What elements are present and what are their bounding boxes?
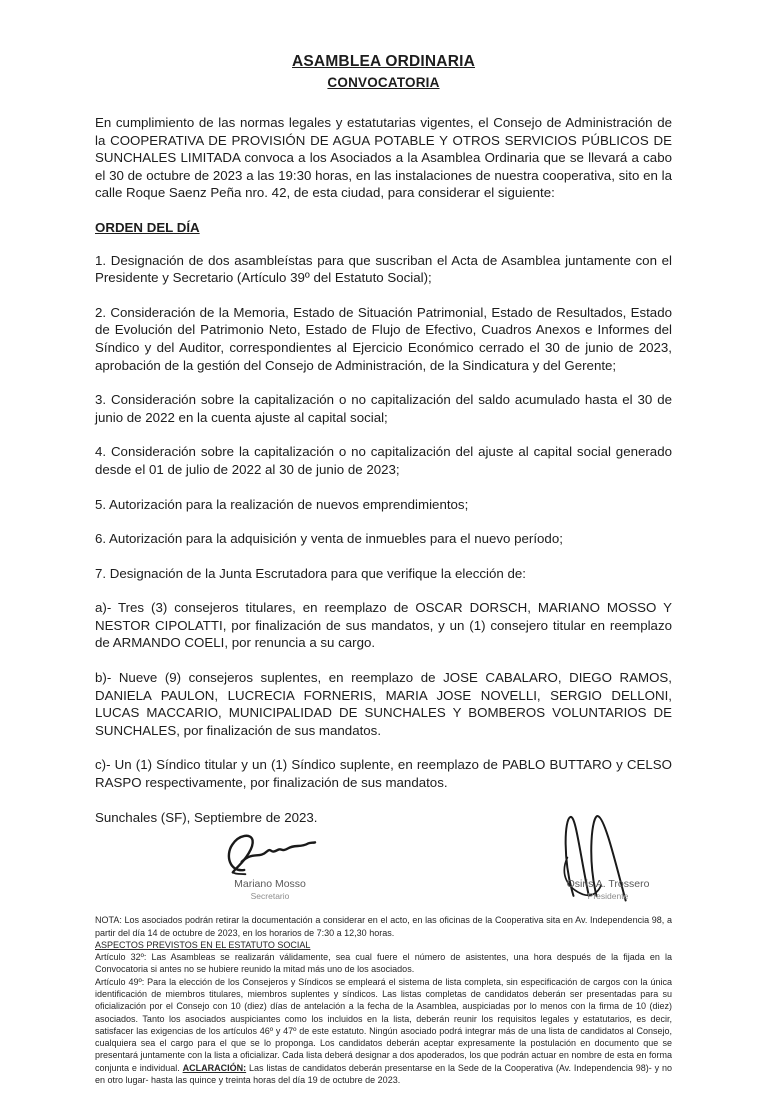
agenda-item-6: 6. Autorización para la adquisición y venta de inmuebles para el nuevo período;: [95, 531, 563, 547]
agenda-item-1: 1. Designación de dos asambleístas para que suscriban el Acta de Asamblea juntamente con el Presidente y Secretario (Artículo 39º del Estatuto Social);: [95, 252, 672, 286]
agenda-item-7: 7. Designación de la Junta Escrutadora para que verifique la elección de:: [95, 565, 526, 581]
document-header: [95, 52, 672, 91]
orden-del-dia-heading: ORDEN DEL DÍA: [95, 219, 200, 235]
document-title: ASAMBLEA ORDINARIA: [292, 53, 475, 70]
agenda-subitem-a: a)- Tres (3) consejeros titulares, en reemplazo de OSCAR DORSCH, MARIANO MOSSO Y NESTOR CIPOLATTI, por finalización de sus mandatos, y un (1) consejero titular en reemplazo de ARMANDO COELI, por renuncia a su cargo.: [95, 600, 672, 651]
president-name: Osiris A. Trossero: [566, 878, 650, 891]
agenda-subitem-c: c)- Un (1) Síndico titular y un (1) Síndico suplente, en reemplazo de PABLO BUTTARO y CELSO RASPO respectivamente, por finalización de sus mandatos.: [95, 757, 672, 791]
secretary-signature-scribble: [190, 828, 350, 876]
aclaracion-text: Las listas de candidatos deberán presentarse en la Sede de la Cooperativa (Av. Independencia 98)- y no en otro lugar- hasta las quince y treinta horas del día 19 de octubre de 2023.: [95, 1062, 672, 1086]
secretary-name: Mariano Mosso: [234, 878, 306, 891]
place-date-line: Sunchales (SF), Septiembre de 2023.: [95, 809, 318, 825]
aspectos-heading: ASPECTOS PREVISTOS EN EL ESTATUTO SOCIAL: [95, 939, 311, 950]
intro-paragraph: En cumplimiento de las normas legales y estatutarias vigentes, el Consejo de Administración de la COOPERATIVA DE PROVISIÓN DE AGUA POTABLE Y OTROS SERVICIOS PÚBLICOS DE SUNCHALES LIMITADA convoca a los Asociados a la Asamblea Ordinaria que se llevará a cabo el 30 de octubre de 2023 a las 19:30 horas, en las instalaciones de nuestra cooperativa, sito en la calle Roque Saenz Peña nro. 42, de esta ciudad, para considerar el siguiente:: [95, 115, 672, 201]
footnotes-section: [95, 914, 672, 1086]
nota-paragraph: NOTA: Los asociados podrán retirar la documentación a considerar en el acto, en las oficinas de la Cooperativa sita en Av. Independencia 98, a partir del día 14 de octubre de 2023, en los horarios de 7:30 a 12,30 horas.: [95, 915, 672, 938]
aclaracion-label: ACLARACIÓN:: [182, 1062, 247, 1073]
signatures-row: [95, 826, 672, 908]
agenda-subitem-b: b)- Nueve (9) consejeros suplentes, en reemplazo de JOSE CABALARO, DIEGO RAMOS, DANIELA PAULON, LUCRECIA FORNERIS, MARIA JOSE NOVELLI, SERGIO DELLONI, LUCAS MACCARIO, MUNICIPALIDAD DE SUNCHALES Y BOMBEROS VOLUNTARIOS DE SUNCHALES, por finalización de sus mandatos.: [95, 670, 672, 738]
agenda-item-4: 4. Consideración sobre la capitalización o no capitalización del ajuste al capital social generado desde el 01 de julio de 2022 al 30 de junio de 2023;: [95, 444, 672, 477]
articulo-49-text: Artículo 49º: Para la elección de los Consejeros y Síndicos se empleará el sistema de lista completa, sin especificación de cargos con la única identificación de miembros titulares, miembros suplentes y síndicos. Las listas completas de candidatos deberán ser presentadas para su oficialización por el Consejo con 10 (diez) días de antelación a la fecha de la Asamblea, auspiciadas por lo menos con la firma de 10 (diez) asociados. Tanto los asociados auspiciantes como los incluidos en la lista, deberán reunir los requisitos legales y estatutarios, es decir, satisfacer las exigencias de los artículos 46º y 47º de este estatuto. Ningún asociado podrá integrar más de una lista de candidatos al Consejo, cualquiera sea el cargo para el que se lo proponga. Los candidatos deberán aceptar expresamente la postulación en documento que se presentará juntamente con la lista a oficializar. Cada lista deberá designar a dos apoderados, los que podrán actuar en nombre de esta en forma conjunta e individual.: [95, 976, 672, 1073]
president-signature-block: [523, 810, 693, 901]
articulo-49-paragraph: [95, 976, 672, 1087]
president-role: Presidente: [587, 891, 629, 902]
agenda-item-2: 2. Consideración de la Memoria, Estado de Situación Patrimonial, Estado de Resultados, Estado de Evolución del Patrimonio Neto, Estado de Flujo de Efectivo, Cuadros Anexos e Informes del Síndico y del Auditor, correspondientes al Ejercicio Económico cerrado el 30 de junio de 2023, aprobación de la gestión del Consejo de Administración, de la Sindicatura y del Gerente;: [95, 304, 672, 373]
articulo-32-paragraph: Artículo 32º: Las Asambleas se realizarán válidamente, sea cual fuere el número de asistentes, una hora después de la fijada en la Convocatoria si antes no se hubiere reunido la mitad más uno de los asociados.: [95, 952, 672, 975]
agenda-item-3: 3. Consideración sobre la capitalización o no capitalización del saldo acumulado hasta el 30 de junio de 2022 en la cuenta ajuste al capital social;: [95, 392, 672, 425]
secretary-role: Secretario: [250, 891, 290, 902]
document-subtitle: CONVOCATORIA: [327, 75, 440, 90]
secretary-signature-block: [170, 828, 370, 901]
agenda-item-5: 5. Autorización para la realización de nuevos emprendimientos;: [95, 496, 469, 512]
